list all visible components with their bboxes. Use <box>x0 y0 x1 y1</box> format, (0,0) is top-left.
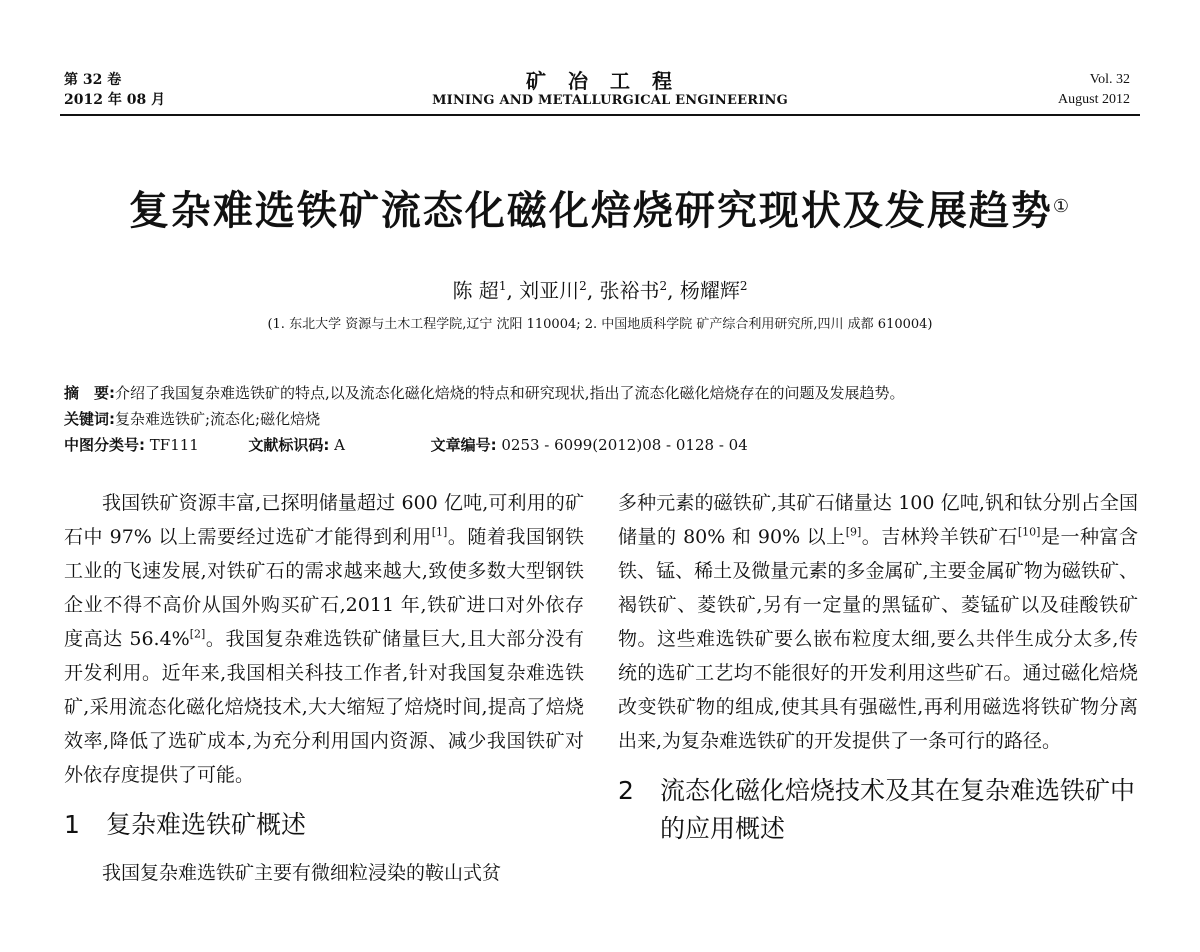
intro-text-3: 。我国复杂难选铁矿储量巨大,且大部分没有开发利用。近年来,我国相关科技工作者,针对我国复杂难选铁矿,采用流态化磁化焙烧技术,大大缩短了焙烧时间,提高了焙烧效率,降低了选矿成本,为充分利用国内资源、减少我国铁矿对外依存度提供了可能。 <box>64 628 584 786</box>
author-list: 陈 超$^1$, 刘亚川$^2$, 张裕书$^2$, 杨耀辉$^2$ <box>452 278 748 303</box>
affiliations: (1. 东北大学 资源与土木工程学院,辽宁 沈阳 110004; 2. 中国地质科学院 矿产综合利用研究所,四川 成都 610004) <box>267 317 933 332</box>
author-name: 张裕书 <box>599 278 660 303</box>
abstract-label: 摘 要: <box>64 384 115 402</box>
volume-info-en <box>1058 70 1130 110</box>
intro-text-2: 。随着我国钢铁工业的飞速发展,对铁矿石的需求越来越大,致使多数大型钢铁企业不得不高价从国外购买矿石,2011 年,铁矿进口对外依存度高达 56.4% <box>64 526 584 650</box>
volume-en: Vol. 32 <box>1089 72 1130 87</box>
author-affiliation-mark: 2 <box>659 279 668 293</box>
abstract <box>64 382 905 404</box>
citation: [9] <box>845 525 862 539</box>
citation: [1] <box>431 525 448 539</box>
doc-code-label: 文献标识码: <box>248 436 330 454</box>
volume-cn: 第 32 卷 <box>64 72 122 88</box>
intro-paragraph <box>64 486 584 792</box>
section-title: 复杂难选铁矿概述 <box>106 810 307 839</box>
volume-info <box>64 70 165 110</box>
author-name: 陈 超 <box>452 278 499 303</box>
author-name: 刘亚川 <box>519 278 580 303</box>
date-cn: 2012 年 08 月 <box>64 92 166 108</box>
citation: [10] <box>1017 525 1041 539</box>
section-1-paragraph: 我国复杂难选铁矿主要有微细粒浸染的鞍山式贫 <box>102 862 502 884</box>
section-number: 1 <box>64 810 80 839</box>
section-2-heading <box>618 772 1138 848</box>
doc-code-value: A <box>334 436 346 454</box>
journal-name-cn: 矿冶工程 <box>526 69 694 93</box>
section-title: 流态化磁化焙烧技术及其在复杂难选铁矿中的应用概述 <box>660 776 1136 843</box>
right-paragraph <box>618 486 1138 758</box>
section-number: 2 <box>618 776 634 805</box>
section-1-heading <box>64 806 584 844</box>
right-text-1: 多种元素的磁铁矿,其矿石储量达 100 亿吨,钒和钛分别占全国储量的 80% 和 90% 以上 <box>618 492 1138 548</box>
article-title-text: 复杂难选铁矿流态化磁化焙烧研究现状及发展趋势 <box>128 188 1053 234</box>
clc-value: TF111 <box>149 436 199 454</box>
author-affiliation-mark: 1 <box>498 279 507 293</box>
citation: [2] <box>189 627 206 641</box>
body-column-right <box>618 486 1138 860</box>
author-affiliation-mark: 2 <box>579 279 587 293</box>
article-number-label: 文章编号: <box>430 436 497 454</box>
keywords-text: 复杂难选铁矿;流态化;磁化焙烧 <box>115 410 321 428</box>
clc-label: 中图分类号: <box>64 436 145 454</box>
article-title <box>0 186 1200 236</box>
abstract-text: 介绍了我国复杂难选铁矿的特点,以及流态化磁化焙烧的特点和研究现状,指出了流态化磁化焙烧存在的问题及发展趋势。 <box>115 384 905 402</box>
title-footnote-marker: ① <box>1052 196 1072 217</box>
article-number-value: 0253 - 6099(2012)08 - 0128 - 04 <box>501 436 748 454</box>
intro-text-1: 我国铁矿资源丰富,已探明储量超过 600 亿吨,可利用的矿石中 97% 以上需要经过选矿才能得到利用 <box>64 492 584 548</box>
keywords-label: 关键词: <box>64 410 115 428</box>
body-column-left <box>64 486 584 890</box>
keywords <box>64 408 320 430</box>
header-rule <box>60 114 1140 116</box>
journal-name-en: MINING AND METALLURGICAL ENGINEERING <box>432 93 788 108</box>
right-text-2: 。吉林羚羊铁矿石 <box>861 526 1018 548</box>
right-text-3: 是一种富含铁、锰、稀土及微量元素的多金属矿,主要金属矿物为磁铁矿、褐铁矿、菱铁矿,另有一定量的黑锰矿、菱锰矿以及硅酸铁矿物。这些难选铁矿要么嵌布粒度太细,要么共伴生成分太多,传统的选矿工艺均不能很好的开发利用这些矿石。通过磁化焙烧改变铁矿物的组成,使其具有强磁性,再利用磁选将铁矿物分离出来,为复杂难选铁矿的开发提供了一条可行的路径。 <box>618 526 1138 752</box>
classification-line <box>64 434 748 456</box>
author-name: 杨耀辉 <box>679 278 740 303</box>
journal-name <box>400 70 820 110</box>
author-affiliation-mark: 2 <box>739 279 748 293</box>
date-en: August 2012 <box>1058 92 1130 107</box>
